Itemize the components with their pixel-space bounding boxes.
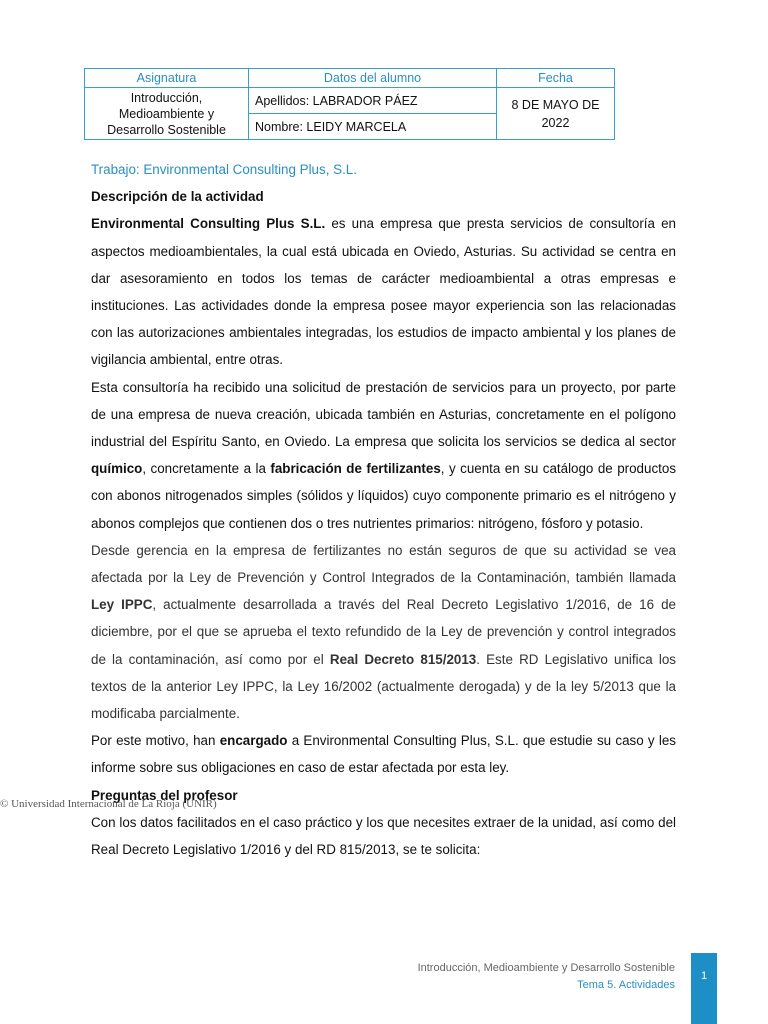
paragraph-5: Con los datos facilitados en el caso práctico y los que necesites extraer de la unidad, así como del Real Decreto Legislativo 1/2016 y del RD 815/2013, se te solicita: [91, 814, 676, 858]
surname-cell: Apellidos: LABRADOR PÁEZ [249, 88, 497, 114]
paragraph-2: Esta consultoría ha recibido una solicitud de prestación de servicios para un proyecto, por parte de una empresa de nueva creación, ubicada también en Asturias, concretamente en el polígono industrial del Espíritu Santo, en Oviedo. La empresa que solicita los servicios se dedica al sector químico, concretamente a la fabricación de fertilizantes, y cuenta en su catálogo de productos con abonos nitrogenados simples (sólidos y líquidos) cuyo componente primario es el nitrógeno y abonos complejos que contienen dos o tres nutrientes primarios: nitrógeno, fósforo y potasio. [91, 379, 677, 531]
copyright-note: © Universidad Internacional de La Rioja (UNIR) [0, 798, 217, 810]
subject-cell: Introducción, Medioambiente y Desarrollo Sostenible [85, 88, 249, 140]
document-body [91, 156, 676, 863]
paragraph-3: Desde gerencia en la empresa de fertilizantes no están seguros de que su actividad se vea afectada por la Ley de Prevención y Control Integrados de la Contaminación, también llamada Ley IPPC, actualmente desarrollada a través del Real Decreto Legislativo 1/2016, de 16 de diciembre, por el que se aprueba el texto refundido de la Ley de prevención y control integrados de la contaminación, así como por el Real Decreto 815/2013. Este RD Legislativo unifica los textos de la anterior Ley IPPC, la Ley 16/2002 (actualmente derogada) y de la ley 5/2013 que la modificaba parcialmente. [91, 542, 676, 722]
description-heading: Descripción de la actividad [91, 189, 264, 205]
paragraph-1: Environmental Consulting Plus S.L. es una empresa que presta servicios de consultoría en aspectos medioambientales, la cual está ubicada en Oviedo, Asturias. Su actividad se centra en dar asesoramiento en todos los temas de carácter medioambiental a otras empresas e instituciones. Las actividades donde la empresa posee mayor experiencia son las relacionadas con las autorizaciones ambientales integradas, los estudios de impacto ambiental y los planes de vigilancia ambiental, entre otras. [91, 216, 676, 368]
header-table [84, 68, 615, 140]
page-number: 1 [691, 953, 717, 1024]
date-cell: 8 DE MAYO DE 2022 [497, 88, 615, 140]
footer-unit: Tema 5. Actividades [577, 979, 675, 991]
footer-course: Introducción, Medioambiente y Desarrollo Sostenible [417, 962, 675, 974]
header-col-student: Datos del alumno [249, 69, 497, 88]
paragraph-4: Por este motivo, han encargado a Environmental Consulting Plus, S.L. que estudie su caso y les informe sobre sus obligaciones en caso de estar afectada por esta ley. [91, 733, 677, 776]
header-col-subject: Asignatura [85, 69, 249, 88]
questions-heading: Preguntas del profesor [91, 787, 238, 803]
name-cell: Nombre: LEIDY MARCELA [249, 114, 497, 140]
work-title: Trabajo: Environmental Consulting Plus, S.L. [91, 162, 357, 177]
header-col-date: Fecha [497, 69, 615, 88]
